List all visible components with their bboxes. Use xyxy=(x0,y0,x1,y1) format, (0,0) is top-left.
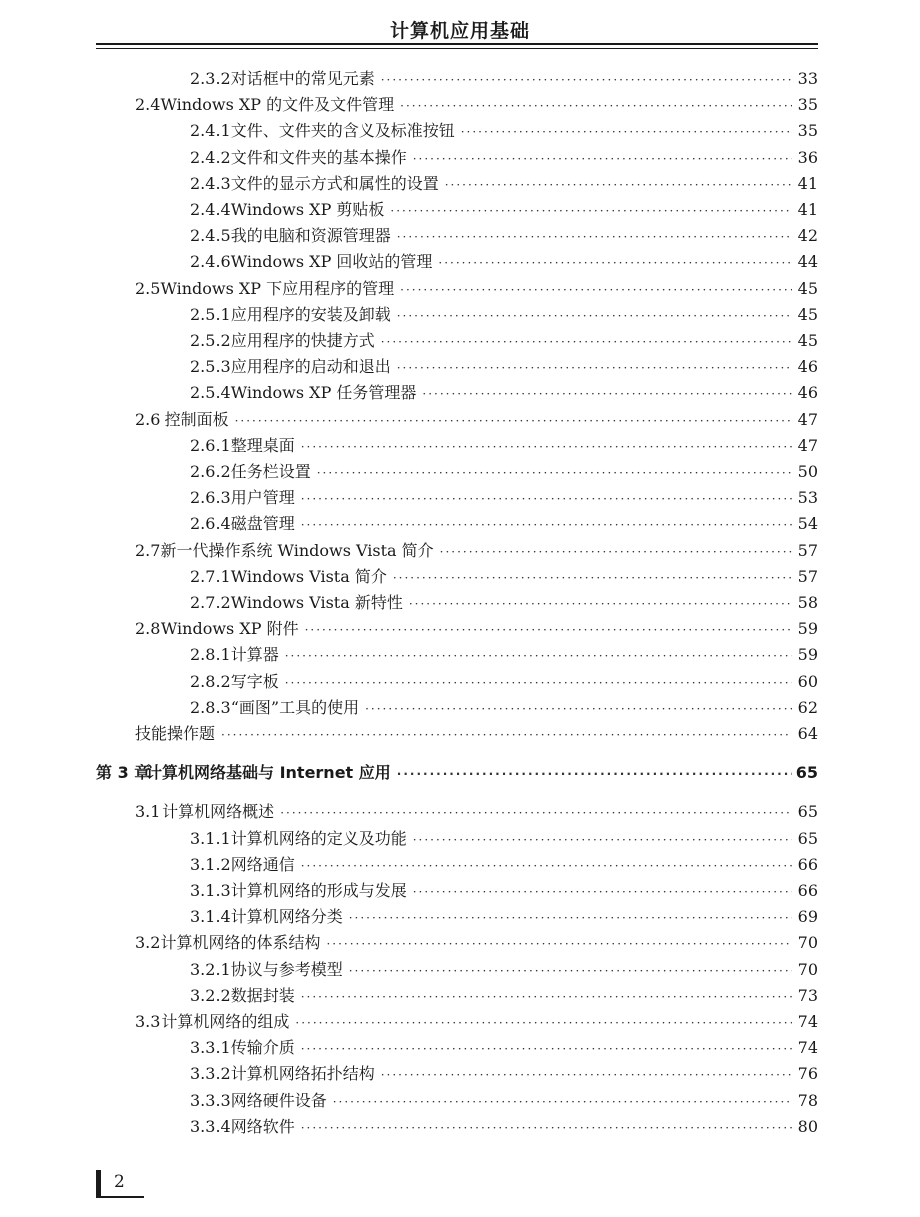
toc-leader-dots xyxy=(400,94,792,118)
toc-entry-title: 计算机网络基础与 Internet 应用 xyxy=(146,763,391,783)
toc-entry-number: 3.1.4 xyxy=(190,907,231,927)
toc-entry-page: 57 xyxy=(797,566,818,586)
toc-entry-title: 新一代操作系统 Windows Vista 简介 xyxy=(160,540,434,560)
toc-entry-page: 45 xyxy=(797,304,818,324)
page-number: 2 xyxy=(114,1172,125,1192)
toc-entry-page: 46 xyxy=(797,357,818,377)
toc-entry-page: 69 xyxy=(797,907,818,927)
toc-leader-dots xyxy=(409,592,792,616)
toc-leader-dots xyxy=(326,932,792,956)
toc-entry xyxy=(190,67,818,91)
toc-entry-title: 文件、文件夹的含义及标准按钮 xyxy=(230,121,455,141)
toc-entry xyxy=(135,277,818,301)
toc-entry-page: 45 xyxy=(797,331,818,350)
toc-entry-number: 2.6.3 xyxy=(190,488,231,508)
toc-entry-number: 2.5.3 xyxy=(190,357,231,377)
toc-entry xyxy=(190,1036,818,1060)
toc-entry-title: Windows XP 附件 xyxy=(160,619,299,639)
toc-entry-number: 3.1.1 xyxy=(190,828,231,848)
toc-entry-number: 2.4.5 xyxy=(190,226,231,246)
toc-entry xyxy=(190,119,818,143)
footer-line xyxy=(96,1196,144,1198)
toc-entry-title: 网络通信 xyxy=(230,854,295,874)
toc-entry-number: 3.3.2 xyxy=(190,1064,231,1084)
toc-entry-page: 59 xyxy=(797,619,818,639)
toc-entry xyxy=(190,486,818,510)
toc-entry-number: 2.5 xyxy=(135,278,161,298)
toc-entry-page: 53 xyxy=(797,488,818,508)
toc-leader-dots xyxy=(285,644,792,668)
toc-entry-title: 应用程序的启动和退出 xyxy=(230,357,391,377)
toc-entry xyxy=(190,853,818,877)
toc-entry-title: 磁盘管理 xyxy=(230,514,295,534)
toc-entry-number: 3.3.3 xyxy=(190,1090,231,1110)
toc-entry-number: 2.6.1 xyxy=(190,435,231,455)
toc-leader-dots xyxy=(235,409,792,433)
toc-entry-page: 66 xyxy=(797,881,818,900)
toc-entry-number: 2.4.2 xyxy=(190,147,231,167)
toc-leader-dots xyxy=(397,356,792,380)
toc-leader-dots xyxy=(305,618,792,642)
toc-entry-title: 写字板 xyxy=(230,671,279,691)
toc-leader-dots xyxy=(333,1090,792,1114)
toc-entry-number: 3.3 xyxy=(135,1012,161,1031)
toc-entry xyxy=(135,800,818,824)
toc-entry-title: 网络软件 xyxy=(230,1116,295,1136)
toc-entry-number: 2.5.2 xyxy=(190,331,231,350)
toc-entry xyxy=(135,722,818,746)
toc-leader-dots xyxy=(397,762,792,786)
toc-entry xyxy=(96,761,818,785)
toc-entry-page: 54 xyxy=(797,514,818,534)
toc-entry-number: 2.8.3 xyxy=(190,697,231,717)
toc-entry-title: 应用程序的快捷方式 xyxy=(230,331,375,350)
toc-entry xyxy=(135,408,818,432)
toc-leader-dots xyxy=(301,1037,792,1061)
toc-entry xyxy=(190,224,818,248)
toc-entry-number: 2.3.2 xyxy=(190,69,231,88)
toc-leader-dots xyxy=(413,828,792,852)
toc-leader-dots xyxy=(413,147,792,171)
toc-entry-title: 计算机网络的定义及功能 xyxy=(230,828,407,848)
toc-entry-title: 计算机网络的形成与发展 xyxy=(230,881,407,900)
toc-entry-page: 41 xyxy=(797,200,818,219)
toc-entry-page: 64 xyxy=(797,724,818,743)
toc-entry-title: 对话框中的常见元素 xyxy=(230,69,375,88)
toc-leader-dots xyxy=(295,1011,792,1035)
toc-entry-number: 3.2.1 xyxy=(190,959,231,979)
toc-leader-dots xyxy=(381,330,792,354)
toc-leader-dots xyxy=(445,173,792,197)
toc-entry-title: 计算器 xyxy=(230,645,279,665)
toc-entry-page: 66 xyxy=(797,854,818,874)
toc-entry-page: 46 xyxy=(797,383,818,403)
toc-entry-title: 传输介质 xyxy=(230,1038,295,1058)
toc-leader-dots xyxy=(381,1063,792,1087)
toc-leader-dots xyxy=(397,225,792,249)
toc-leader-dots xyxy=(438,251,792,275)
toc-entry-title: 应用程序的安装及卸载 xyxy=(230,304,391,324)
toc-entry xyxy=(190,460,818,484)
toc-entry-title: 计算机网络的组成 xyxy=(161,1012,290,1031)
toc-entry-page: 44 xyxy=(797,252,818,272)
toc-entry-page: 50 xyxy=(797,462,818,481)
toc-entry-title: 文件和文件夹的基本操作 xyxy=(230,147,407,167)
toc-leader-dots xyxy=(381,68,792,92)
toc-entry xyxy=(190,879,818,903)
toc-entry-page: 42 xyxy=(797,226,818,246)
toc-entry-page: 36 xyxy=(797,147,818,167)
toc-leader-dots xyxy=(397,304,792,328)
toc-entry-page: 80 xyxy=(797,1116,818,1136)
toc-entry-number: 2.4.3 xyxy=(190,173,231,193)
toc-leader-dots xyxy=(365,697,792,721)
toc-entry-title: 计算机网络的体系结构 xyxy=(160,933,321,953)
toc-entry-number: 2.7.1 xyxy=(190,566,231,586)
toc-entry-page: 35 xyxy=(797,95,818,115)
toc-entry-number: 3.2 xyxy=(135,933,161,953)
toc-leader-dots xyxy=(400,278,792,302)
toc-entry-number: 2.5.4 xyxy=(190,383,231,403)
toc-entry-page: 62 xyxy=(797,697,818,717)
toc-entry-number: 2.8.1 xyxy=(190,645,231,665)
toc-entry xyxy=(135,617,818,641)
toc-entry xyxy=(135,539,818,563)
toc-entry-title: 计算机网络拓扑结构 xyxy=(230,1064,375,1084)
toc-entry-number: 2.7 xyxy=(135,540,161,560)
toc-entry-title: 控制面板 xyxy=(164,409,229,429)
toc-entry-title: Windows Vista 新特性 xyxy=(230,593,403,612)
toc-entry-number: 3.1 xyxy=(135,802,161,822)
toc-entry xyxy=(135,1010,818,1034)
toc-entry xyxy=(190,905,818,929)
toc-entry xyxy=(190,1115,818,1139)
header-rule-thick xyxy=(96,43,818,45)
toc-entry-number: 2.6.4 xyxy=(190,514,231,534)
toc-leader-dots xyxy=(221,723,792,747)
running-header-title: 计算机应用基础 xyxy=(389,20,530,42)
toc-entry-number: 2.6 xyxy=(135,409,161,429)
toc-entry-title: 用户管理 xyxy=(230,488,295,508)
toc-entry-number: 2.7.2 xyxy=(190,593,231,612)
toc-entry-page: 33 xyxy=(797,69,818,88)
toc-entry-page: 47 xyxy=(797,409,818,429)
toc-entry-title: 协议与参考模型 xyxy=(230,959,343,979)
toc-entry-title: 网络硬件设备 xyxy=(230,1090,327,1110)
toc-leader-dots xyxy=(440,540,792,564)
toc-entry xyxy=(190,643,818,667)
toc-entry-number: 3.3.4 xyxy=(190,1116,231,1136)
toc-entry xyxy=(190,381,818,405)
toc-entry-page: 57 xyxy=(797,540,818,560)
toc-entry-page: 65 xyxy=(797,828,818,848)
toc-entry-number: 3.1.3 xyxy=(190,881,231,900)
toc-entry xyxy=(190,146,818,170)
toc-entry-page: 47 xyxy=(797,435,818,455)
toc-entry xyxy=(190,172,818,196)
toc-entry-number: 2.8.2 xyxy=(190,671,231,691)
toc-leader-dots xyxy=(301,854,792,878)
toc-entry-number: 2.5.1 xyxy=(190,304,231,324)
toc-leader-dots xyxy=(301,513,792,537)
toc-entry-page: 74 xyxy=(797,1038,818,1058)
toc-entry-number: 第 3 章 xyxy=(96,763,151,783)
toc-entry-number: 3.1.2 xyxy=(190,854,231,874)
toc-entry xyxy=(190,303,818,327)
toc-entry xyxy=(190,1062,818,1086)
toc-entry xyxy=(190,1089,818,1113)
toc-entry-page: 70 xyxy=(797,933,818,953)
toc-entry-title: 任务栏设置 xyxy=(230,462,311,481)
toc-entry-page: 76 xyxy=(797,1064,818,1084)
toc-entry-number: 2.8 xyxy=(135,619,161,639)
toc-entry xyxy=(190,696,818,720)
toc-entry xyxy=(190,958,818,982)
toc-entry-title: Windows XP 剪贴板 xyxy=(230,200,385,219)
toc-entry-page: 58 xyxy=(797,593,818,612)
toc-entry xyxy=(135,93,818,117)
toc-entry xyxy=(190,565,818,589)
toc-entry-title: Windows Vista 简介 xyxy=(230,566,387,586)
toc-entry-number: 2.4.4 xyxy=(190,200,231,219)
toc-entry-title: 数据封装 xyxy=(230,985,295,1005)
toc-entry-title: 文件的显示方式和属性的设置 xyxy=(230,173,439,193)
toc-entry-number: 3.3.1 xyxy=(190,1038,231,1058)
toc-entry-title: 技能操作题 xyxy=(135,724,216,743)
toc-leader-dots xyxy=(280,801,792,825)
toc-entry-number: 3.2.2 xyxy=(190,985,231,1005)
toc-entry xyxy=(190,198,818,222)
toc-entry-title: 计算机网络概述 xyxy=(162,802,275,822)
toc-entry xyxy=(190,591,818,615)
toc-entry xyxy=(190,434,818,458)
toc-leader-dots xyxy=(461,120,792,144)
toc-leader-dots xyxy=(422,382,792,406)
toc-leader-dots xyxy=(317,461,792,485)
toc-leader-dots xyxy=(301,1116,792,1140)
toc-entry-page: 41 xyxy=(797,173,818,193)
toc-entry-page: 59 xyxy=(797,645,818,665)
toc-leader-dots xyxy=(349,906,792,930)
toc-entry-page: 65 xyxy=(797,802,818,822)
toc-entry-title: 计算机网络分类 xyxy=(230,907,343,927)
toc-leader-dots xyxy=(285,671,792,695)
toc-entry-page: 78 xyxy=(797,1090,818,1110)
toc-leader-dots xyxy=(390,199,792,223)
toc-entry-page: 73 xyxy=(797,985,818,1005)
toc-entry xyxy=(135,931,818,955)
toc-entry-page: 70 xyxy=(797,959,818,979)
toc-entry-page: 65 xyxy=(795,763,818,783)
toc-entry-page: 74 xyxy=(797,1012,818,1031)
toc-entry-title: 整理桌面 xyxy=(230,435,295,455)
toc-leader-dots xyxy=(349,959,792,983)
footer-bar xyxy=(96,1170,101,1198)
toc-entry-page: 35 xyxy=(797,121,818,141)
toc-entry-number: 2.6.2 xyxy=(190,462,231,481)
toc-entry xyxy=(190,329,818,353)
toc-entry-number: 2.4.6 xyxy=(190,252,231,272)
toc-entry-page: 60 xyxy=(797,671,818,691)
toc-entry-title: 我的电脑和资源管理器 xyxy=(230,226,391,246)
toc-entry-title: “画图”工具的使用 xyxy=(230,697,360,717)
toc-leader-dots xyxy=(301,435,792,459)
toc-entry-number: 2.4.1 xyxy=(190,121,231,141)
toc-entry xyxy=(190,670,818,694)
toc-entry-title: Windows XP 下应用程序的管理 xyxy=(160,278,395,298)
toc-entry xyxy=(190,827,818,851)
toc-leader-dots xyxy=(413,880,792,904)
toc-leader-dots xyxy=(301,487,792,511)
toc-entry-title: Windows XP 回收站的管理 xyxy=(230,252,433,272)
toc-entry xyxy=(190,250,818,274)
toc-entry xyxy=(190,984,818,1008)
header-rule-thin xyxy=(96,48,818,49)
toc-entry-title: Windows XP 任务管理器 xyxy=(230,383,417,403)
toc-entry xyxy=(190,355,818,379)
toc-entry-title: Windows XP 的文件及文件管理 xyxy=(160,95,395,115)
toc-entry-page: 45 xyxy=(797,278,818,298)
toc-leader-dots xyxy=(301,985,792,1009)
toc-entry xyxy=(190,512,818,536)
toc-entry-number: 2.4 xyxy=(135,95,161,115)
toc-leader-dots xyxy=(393,566,792,590)
